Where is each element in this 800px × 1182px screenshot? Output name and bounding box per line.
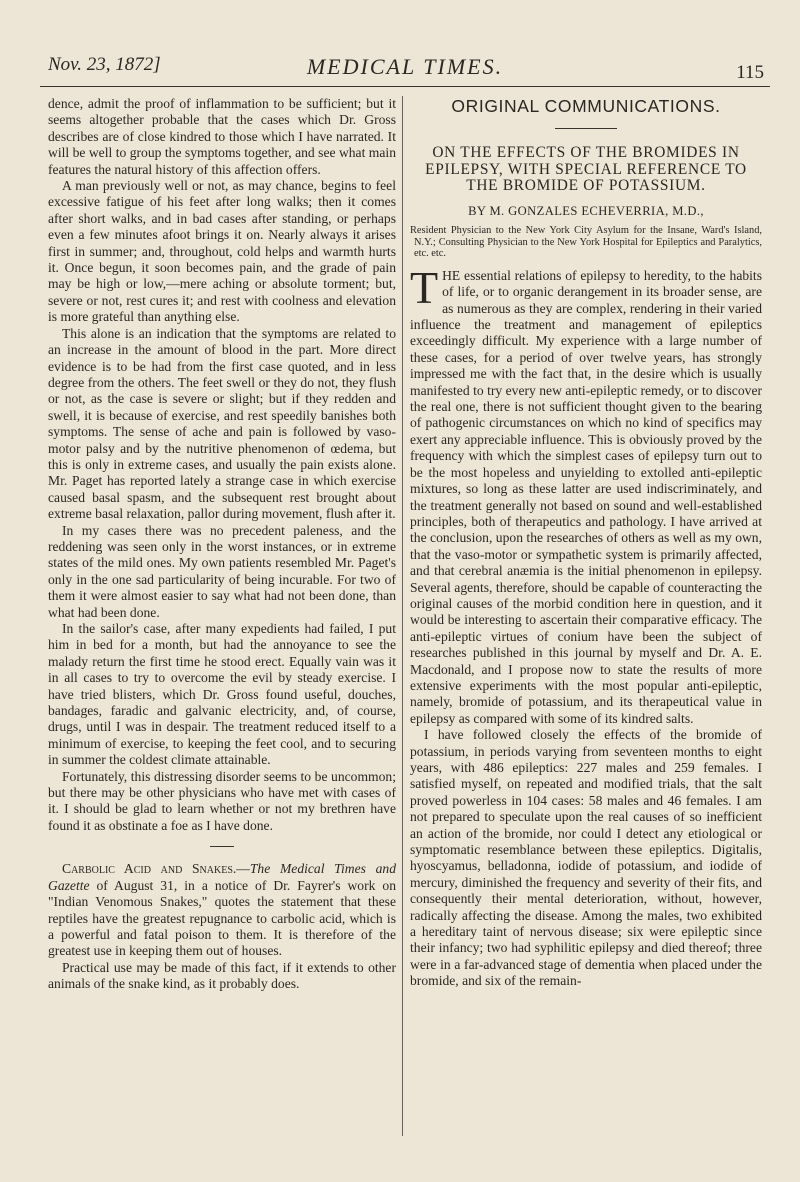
paragraph: dence, admit the proof of inflammation to be sufficient; but it seems altogether probable that the cases which Dr. Gross describes are of close kindred to those which I have narrated. It will be well to group the symptoms together, and see what main features the natural history of this affection offers. [48,96,396,177]
title-rule [555,128,617,129]
paragraph [410,261,762,727]
left-column [48,96,396,1142]
note-dash: — [236,861,250,877]
journal-title: MEDICAL TIMES. [306,54,504,79]
note-heading: Carbolic Acid and Snakes. [62,861,237,877]
running-header [40,54,770,87]
paragraph: I have followed closely the effects of the bromide of potassium, in periods varying from seventeen months to eight years, with 486 epileptics: 227 males and 259 females. I satisfied myself, on repeated and modified trials, that the salt proved powerless in 104 cases: 58 males and 46 females. I am not prepared to speculate upon the real causes of so inefficient an action of the bromide, nor could I detect any etiological or symptomatic resemblance between these epileptics. Digitalis, hyoscyamus, belladonna, iodide of potassium, and iodide of mercury, diminished the frequency and severity of their fits, and consequently their mental deterioration, without, however, radically affecting the disease. Among the males, two exhibited a hereditary taint of nervous disease; six were epileptic since their infancy; two had syphilitic epilepsy and died thereof; three were in a far-advanced stage of dementia when placed under the bromide, and six of the remain- [410,727,762,989]
paragraph: Fortunately, this distressing disorder seems to be uncommon; but there may be other physicians who have met with cases of it. I should be glad to learn whether or not my brethren have found it as obstinate a foe as I have done. [48,768,396,833]
note-text: of August 31, in a notice of Dr. Fayrer's work on "Indian Venomous Snakes," quotes the statement that these reptiles have the greatest repugnance to carbolic acid, which is a powerful and fatal poison to them. It is therefore of the greatest use in keeping them out of houses. [48,877,396,959]
first-paragraph-text: HE essential relations of epilepsy to heredity, to the habits of life, or to organic derangement in its broader sense, are as numerous as they are complex, rendering in their varied influence the treatment and management of epileptics exceedingly difficult. My experience with a large number of these cases, for a period of over twelve years, has strongly impressed me with the fact that, in the desire which is usually manifested to try every new anti-epileptic remedy, or to discover the real one, there is not sufficient thought given to the bearing of pathogenic circumstances on which no kind of specifics may exert any appreciable influence. This is obviously proved by the frequency with which the simplest cases of epilepsy turn out to be the most hopeless and unyielding to extolled anti-epileptic mixtures, so long as these latter are used indiscriminately, and the treatment generally not based on sound and well-established principles, both of therapeutics and pathology. I have arrived at the conclusion, upon the researches of others as well as my own, that the vaso-motor or sympathetic system is primarily affected, and that cerebral anæmia is the initial phenomenon in epilepsy. Several agents, therefore, should be capable of counteracting the original causes of the morbid condition here in question, and it would be interesting to ascertain their comparative efficacy. The anti-epileptic virtues of conium have been the subject of researches published in this journal by myself and Dr. A. E. Macdonald, and I propose now to state the results of more extensive experiments with the most popular anti-epileptic, namely, bromide of potassium, and its therapeutical value in epilepsy as compared with some of its kindred salts. [410,267,762,726]
author-affiliation: Resident Physician to the New York City Asylum for the Insane, Ward's Island, N.Y.; Consulting Physician to the New York Hospital for Epileptics and Paralytics, etc. etc. [410,225,762,260]
article-title: ON THE EFFECTS OF THE BROMIDES IN EPILEPSY, WITH SPECIAL REFERENCE TO THE BROMIDE OF POTASSIUM. [425,144,747,195]
paragraph: In my cases there was no precedent paleness, and the reddening was seen only in the worst instances, or in extreme states of the mild ones. My own patients resembled Mr. Paget's only in the one sad particularity of being incurable. For two of them it were almost easier to say what had not been done, than what had been done. [48,522,396,620]
page-number: 115 [736,62,764,83]
drop-cap: T [410,261,439,313]
right-column [410,96,762,1142]
section-divider [210,846,234,847]
note-paragraph: Practical use may be made of this fact, if it extends to other animals of the snake kind, as it probably does. [48,959,396,992]
issue-date: Nov. 23, 1872] [48,54,161,75]
note-journal-name: The Medical Times and Gazette [48,861,396,893]
note-paragraph [48,861,396,959]
paragraph: In the sailor's case, after many expedients had failed, I put him in bed for a month, but had the annoyance to see the malady return the first time he stood erect. Equally vain was it in all cases to try to overcome the evil by steady exercise. I have tried blisters, which Dr. Gross found useful, douches, bandages, faradic and galvanic electricity, and, of course, drugs, until I was in despair. The treatment reduced itself to a minimum of exercise, to keeping the feet cool, and to securing in summer the coldest climate attainable. [48,621,396,768]
column-divider [402,96,403,1136]
section-title: ORIGINAL COMMUNICATIONS. [451,96,721,116]
byline: BY M. GONZALES ECHEVERRIA, M.D., [468,203,704,218]
paragraph: This alone is an indication that the symptoms are related to an increase in the amount of blood in the part. More direct evidence is to be had from the first case quoted, and in less degree from the others. The feet swell or they do not, they flush or not, as the case is severe or slight; but if they redden and swell, it is because of exercise, and rest speedily banishes both symptoms. The sense of ache and pain is followed by vaso-motor palsy and by the nutritive phenomenon of œdema, but this is only in extreme cases, and usually the pain exists alone. Mr. Paget has reported lately a strange case in which exercise caused basal spasm, and the subsequent rest brought about extreme basal relaxation, pallor during movement, flush after it. [48,325,396,522]
paragraph: A man previously well or not, as may chance, begins to feel excessive fatigue of his feet after long walks; then it comes after short walks, and in bad cases after standing, or perhaps even a few minutes afoot brings it on. Nearly always it arises first in summer; and, throughout, cold helps and warmth hurts it. Once begun, it soon becomes pain, and the grade of pain may be high or low,—mere aching or absolute torment; but, severe or not, rest cures it; and rest with coolness and elevation is more grateful than anything else. [48,178,396,325]
